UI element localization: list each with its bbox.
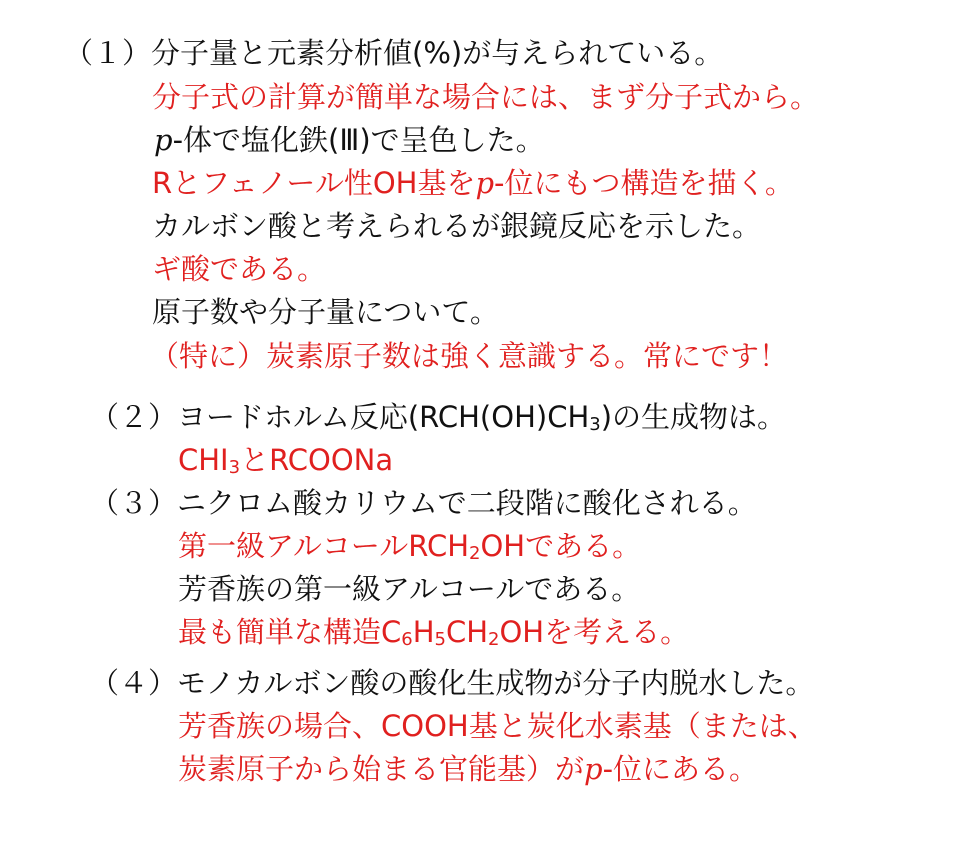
q3-sub-2: 2 (469, 543, 481, 564)
q3-line-1 (90, 483, 757, 523)
q2-text-2b: とRCOONa (240, 443, 394, 477)
q4-text-1: モノカルボン酸の酸化生成物が分子内脱水した。 (177, 666, 815, 700)
q1-text-2: 分子式の計算が簡単な場合には、まず分子式から。 (152, 80, 820, 114)
q3-sub-4a: 6 (401, 629, 413, 650)
q3-line-2 (178, 526, 641, 566)
q3-line-3 (178, 569, 640, 609)
q4-text-3a: 炭素原子から始まる官能基）が (178, 752, 585, 786)
q2-text-1b: )の生成物は。 (600, 400, 787, 434)
p-letter: p (584, 752, 603, 786)
q3-line-4 (178, 612, 689, 652)
q4-text-2: 芳香族の場合、COOH基と炭化水素基（または、 (178, 709, 817, 743)
q4-line-1 (90, 663, 814, 703)
q1-line-2 (152, 77, 819, 117)
q1-text-8: （特に）炭素原子数は強く意識する。常にです！ (150, 339, 789, 373)
q3-number: （３） (90, 486, 178, 520)
q3-text-4b: H (412, 615, 435, 649)
q4-text-3b: -位にある。 (602, 752, 759, 786)
q3-text-2b: OHである。 (480, 529, 642, 563)
q3-text-2a: 第一級アルコールRCH (178, 529, 470, 563)
q1-line-4 (152, 163, 794, 203)
q1-text-1: 分子量と元素分析値(%)が与えられている。 (151, 36, 724, 70)
q4-line-2 (178, 706, 817, 746)
q3-text-4a: 最も簡単な構造C (178, 615, 402, 649)
q3-text-4d: OHを考える。 (499, 615, 690, 649)
q1-text-7: 原子数や分子量について。 (152, 295, 499, 329)
p-letter: p (154, 123, 173, 157)
q1-line-6 (152, 249, 326, 289)
q3-sub-4c: 2 (488, 629, 500, 650)
q3-text-3: 芳香族の第一級アルコールである。 (178, 572, 641, 606)
q2-line-1 (90, 397, 786, 437)
q2-text-2a: CHI (178, 443, 229, 477)
q2-text-1a: ヨードホルム反応(RCH(OH)CH (177, 400, 590, 434)
q1-text-4b: -位にもつ構造を描く。 (494, 166, 794, 200)
q2-number: （２） (90, 400, 178, 434)
q1-line-8 (150, 336, 788, 376)
q2-sub-1: 3 (589, 414, 601, 435)
q1-text-3: -体で塩化鉄(Ⅲ)で呈色した。 (172, 123, 545, 157)
q1-text-6: ギ酸である。 (152, 252, 327, 286)
q4-line-3 (178, 749, 758, 789)
q1-line-7 (152, 292, 499, 332)
q1-text-5: カルボン酸と考えられるが銀鏡反応を示した。 (152, 209, 762, 243)
q3-text-4c: CH (445, 615, 489, 649)
p-letter: p (475, 166, 495, 200)
q1-line-5 (152, 206, 761, 246)
q1-line-3 (154, 120, 545, 160)
q4-number: （４） (90, 666, 178, 700)
q3-sub-4b: 5 (434, 629, 446, 650)
q1-number: （１） (64, 36, 152, 70)
q1-text-4a: Rとフェノール性OH基を (152, 166, 476, 200)
q3-text-1: ニクロム酸カリウムで二段階に酸化される。 (177, 486, 757, 520)
q2-sub-2: 3 (228, 457, 241, 478)
q1-line-1 (64, 33, 723, 73)
q2-line-2 (178, 440, 393, 480)
